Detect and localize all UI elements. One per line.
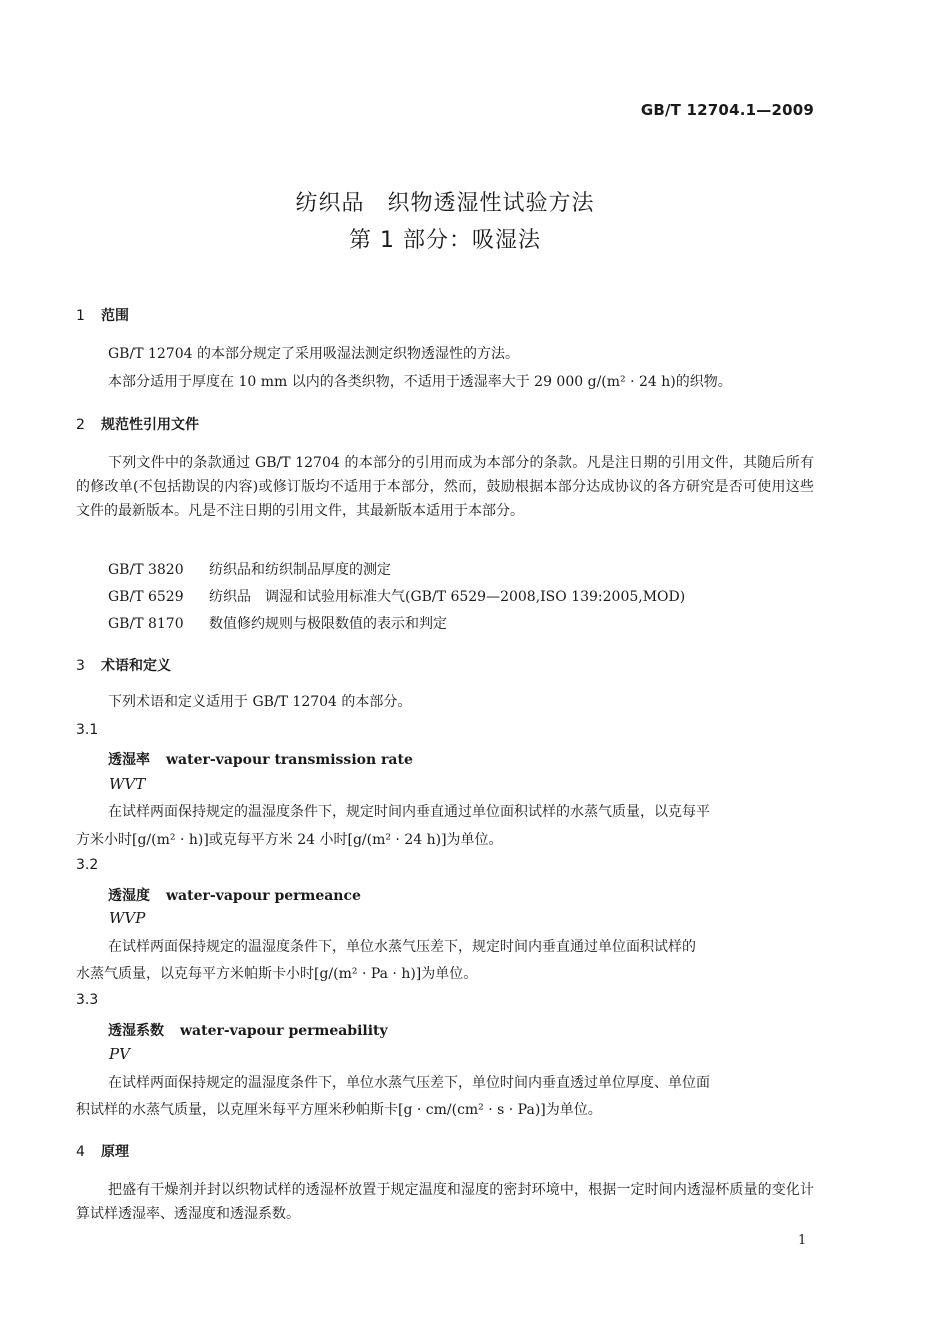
- section-number: 4: [76, 1144, 85, 1160]
- term-definition-line: 在试样两面保持规定的温湿度条件下，单位水蒸气压差下，规定时间内垂直通过单位面积试样的: [108, 939, 696, 955]
- term-en: water-vapour transmission rate: [166, 752, 413, 768]
- page-number: 1: [798, 1233, 807, 1248]
- reference-title: 纺织品 调湿和试验用标准大气(GB/T 6529—2008,ISO 139:2005,MOD): [209, 589, 686, 605]
- section-title: 原理: [101, 1144, 129, 1160]
- section-1-heading: [76, 305, 129, 325]
- section-4-heading: [76, 1141, 129, 1161]
- section-title: 规范性引用文件: [101, 417, 199, 433]
- term-abbreviation: PV: [109, 1045, 130, 1063]
- reference-title: 数值修约规则与极限数值的表示和判定: [209, 616, 447, 632]
- term-heading: [108, 1020, 388, 1040]
- term-definition-line: 积试样的水蒸气质量，以克厘米每平方厘米秒帕斯卡[g · cm/(cm² · s · Pa)]为单位。: [76, 1102, 602, 1118]
- standard-number: GB/T 12704.1—2009: [640, 101, 814, 119]
- term-zh: 透湿度: [108, 888, 150, 904]
- section-title: 术语和定义: [101, 658, 171, 674]
- section-4-paragraph: 把盛有干燥剂并封以织物试样的透湿杯放置于规定温度和湿度的密封环境中，根据一定时间内透湿杯质量的变化计算试样透湿率、透湿度和透湿系数。: [76, 1182, 814, 1222]
- reference-item: [108, 585, 685, 609]
- term-heading: [108, 749, 413, 769]
- reference-item: [108, 612, 447, 636]
- term-abbreviation: WVT: [109, 775, 146, 793]
- term-zh: 透湿率: [108, 752, 150, 768]
- term-abbreviation: WVP: [109, 909, 146, 927]
- section-number: 2: [76, 417, 85, 433]
- term-definition-line: 在试样两面保持规定的温湿度条件下，规定时间内垂直通过单位面积试样的水蒸气质量，以克每平: [108, 804, 710, 820]
- section-2-heading: [76, 414, 199, 434]
- reference-code: GB/T 3820: [108, 562, 184, 578]
- reference-item: [108, 558, 391, 582]
- section-number: 1: [76, 308, 85, 324]
- reference-code: GB/T 8170: [108, 616, 184, 632]
- reference-code: GB/T 6529: [108, 589, 184, 605]
- section-2-paragraph: 下列文件中的条款通过 GB/T 12704 的本部分的引用而成为本部分的条款。凡是注日期的引用文件，其随后所有的修改单(不包括勘误的内容)或修订版均不适用于本部分，然而，鼓励根据本部分达成协议的各方研究是否可使用这些文件的最新版本。凡是不注日期的引用文件，其最新版本适用于本部分。: [76, 455, 814, 519]
- term-number: 3.2: [76, 857, 99, 873]
- term-en: water-vapour permeance: [166, 888, 361, 904]
- term-definition-line: 水蒸气质量，以克每平方米帕斯卡小时[g/(m² · Pa · h)]为单位。: [76, 966, 478, 982]
- section-title: 范围: [101, 308, 129, 324]
- reference-title: 纺织品和纺织制品厚度的测定: [209, 562, 391, 578]
- term-definition-line: 在试样两面保持规定的温湿度条件下，单位水蒸气压差下，单位时间内垂直透过单位厚度、单位面: [108, 1075, 710, 1091]
- section-1-paragraph-1: GB/T 12704 的本部分规定了采用吸湿法测定织物透湿性的方法。: [108, 346, 519, 362]
- section-3-heading: [76, 655, 171, 675]
- term-en: water-vapour permeability: [180, 1023, 388, 1039]
- document-title-line2: 第 1 部分：吸湿法: [349, 228, 541, 253]
- term-number: 3.3: [76, 992, 99, 1008]
- section-1-paragraph-2: 本部分适用于厚度在 10 mm 以内的各类织物，不适用于透湿率大于 29 000 g/(m² · 24 h)的织物。: [108, 374, 732, 390]
- term-definition-line: 方米小时[g/(m² · h)]或克每平方米 24 小时[g/(m² · 24 h)]为单位。: [76, 832, 503, 848]
- term-zh: 透湿系数: [108, 1023, 164, 1039]
- term-heading: [108, 885, 361, 905]
- term-number: 3.1: [76, 722, 99, 738]
- section-3-intro: 下列术语和定义适用于 GB/T 12704 的本部分。: [108, 694, 412, 710]
- section-number: 3: [76, 658, 85, 674]
- document-title-line1: 纺织品 织物透湿性试验方法: [295, 191, 595, 216]
